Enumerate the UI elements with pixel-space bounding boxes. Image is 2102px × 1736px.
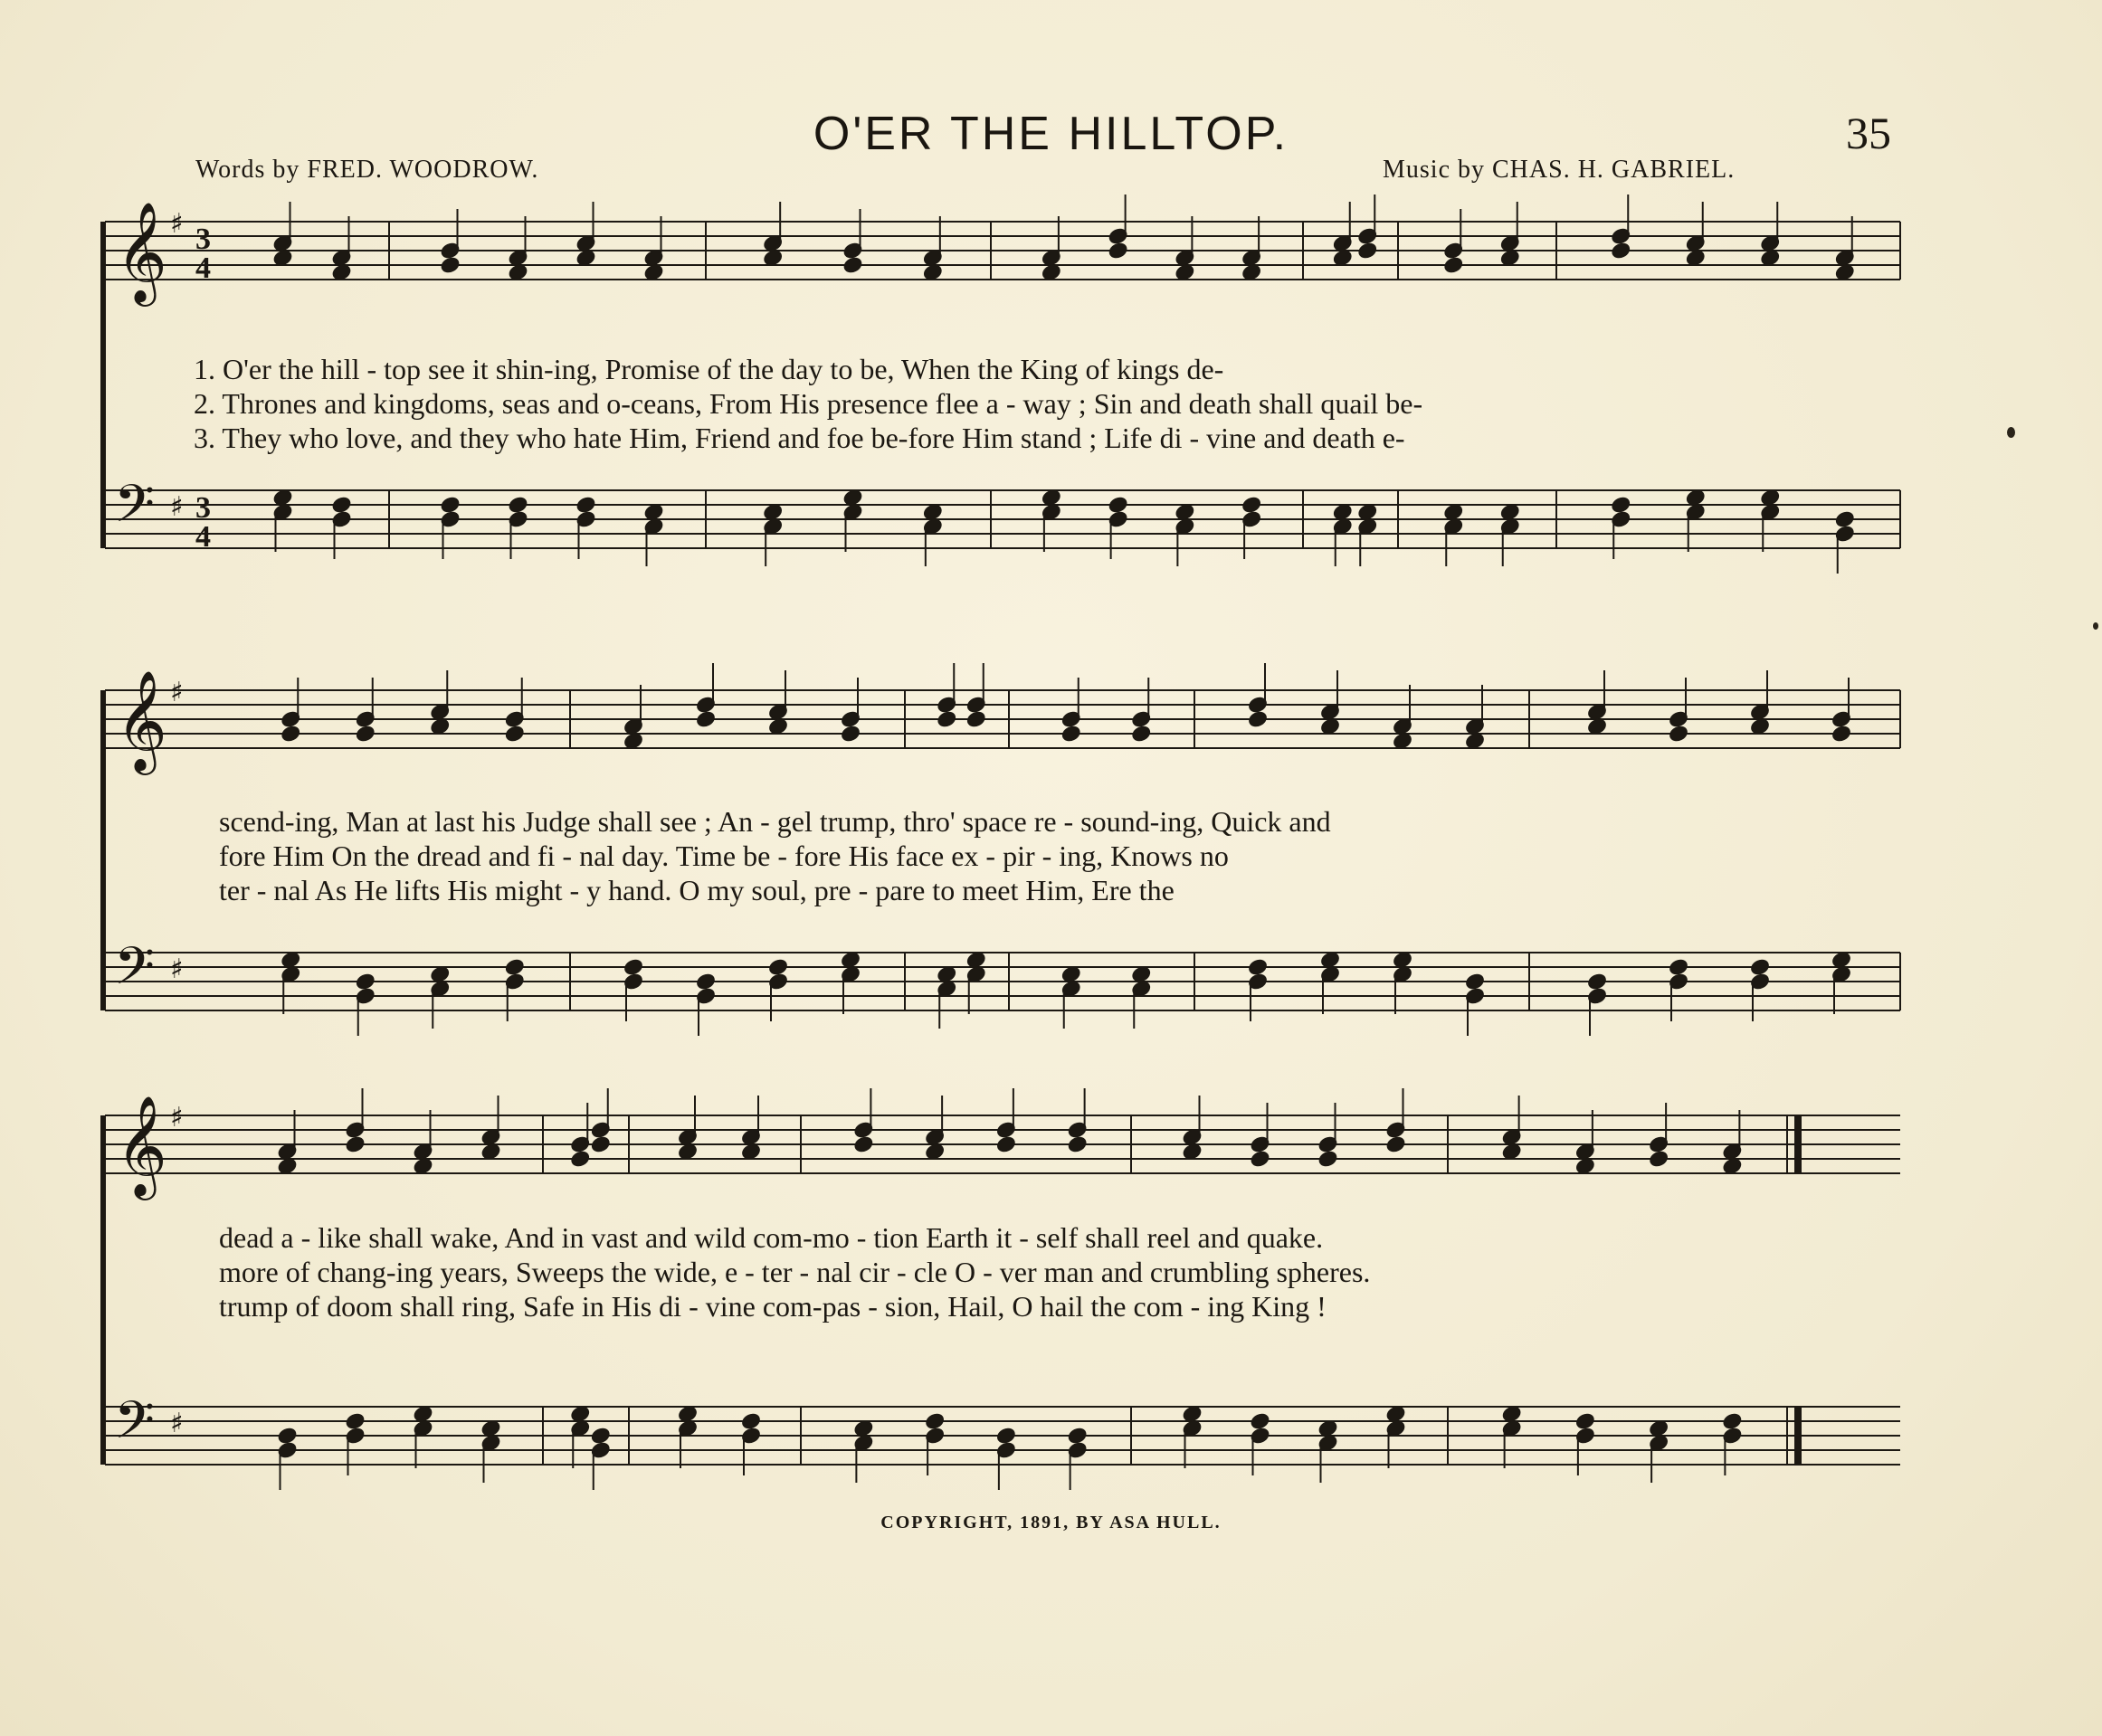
notehead <box>273 249 293 266</box>
notehead <box>741 1412 761 1429</box>
notehead <box>1587 717 1607 735</box>
bass-clef-icon: 𝄢 <box>114 1390 156 1464</box>
notehead <box>414 1405 433 1422</box>
notehead <box>1251 1412 1270 1429</box>
notehead <box>843 489 863 506</box>
notehead <box>1760 489 1780 506</box>
notehead <box>1248 710 1268 727</box>
notehead <box>430 965 450 982</box>
notehead <box>1061 965 1081 982</box>
notehead <box>1835 510 1855 527</box>
notehead <box>414 1157 433 1174</box>
notehead <box>1041 489 1061 506</box>
notehead <box>1575 1157 1595 1174</box>
notehead <box>1722 1412 1742 1429</box>
lyric-verse-3: trump of doom shall ring, Safe in His di - vine com-pas - sion, Hail, O hail the com - ing King ! <box>219 1290 1327 1323</box>
final-bar-line <box>1794 1115 1802 1173</box>
notehead <box>1443 503 1463 520</box>
notehead <box>1333 249 1353 266</box>
notehead <box>570 1405 590 1422</box>
lyric-verse-3: ter - nal As He lifts His might - y hand. O my soul, pre - pare to meet Him, Ere the <box>219 874 1175 906</box>
notehead <box>937 965 956 982</box>
notehead <box>1502 1143 1522 1160</box>
notehead <box>1587 972 1607 990</box>
treble-clef-icon: 𝄞 <box>116 669 167 771</box>
treble-clef-icon: 𝄞 <box>116 201 167 302</box>
page-number: 35 <box>1846 108 1891 158</box>
paper-speck <box>2093 622 2098 630</box>
notehead <box>1318 1419 1338 1437</box>
lyric-verse-2: more of chang-ing years, Sweeps the wide, e - ter - nal cir - cle O - ver man and crumbling spheres. <box>219 1256 1371 1288</box>
notehead <box>509 263 528 280</box>
notehead <box>623 732 643 749</box>
notehead <box>1393 732 1412 749</box>
notehead <box>1611 496 1631 513</box>
notehead <box>346 1412 366 1429</box>
lyric-verse-1: scend-ing, Man at last his Judge shall see ; An - gel trump, thro' space re - sound-ing, Quick and <box>219 805 1331 838</box>
notehead <box>853 1419 873 1437</box>
notehead <box>696 972 716 990</box>
sharp-icon: ♯ <box>170 1102 184 1134</box>
notehead <box>1175 503 1194 520</box>
notehead <box>441 256 461 273</box>
sharp-icon: ♯ <box>170 677 184 708</box>
notehead <box>768 717 788 735</box>
notehead <box>1500 503 1520 520</box>
notehead <box>505 958 525 975</box>
sharp-icon: ♯ <box>170 953 184 985</box>
notehead <box>1831 951 1851 968</box>
notehead <box>1669 725 1688 742</box>
notehead <box>273 489 293 506</box>
notehead <box>841 951 861 968</box>
notehead <box>576 496 596 513</box>
notehead <box>430 717 450 735</box>
notehead <box>1068 1135 1088 1153</box>
notehead <box>591 1135 611 1153</box>
notehead <box>1357 503 1377 520</box>
sharp-icon: ♯ <box>170 491 184 523</box>
time-signature-top: 3 <box>195 491 211 525</box>
paper-speck <box>2007 427 2015 438</box>
notehead <box>481 1143 501 1160</box>
treble-clef-icon: 𝄞 <box>116 1095 167 1196</box>
time-signature-bottom: 4 <box>195 251 211 285</box>
notehead <box>678 1143 698 1160</box>
notehead <box>1831 725 1851 742</box>
bass-clef-icon: 𝄢 <box>114 935 156 1010</box>
notehead <box>1248 958 1268 975</box>
words-credit: Words by FRED. WOODROW. <box>195 156 539 184</box>
notehead <box>1500 249 1520 266</box>
notehead <box>1108 242 1128 259</box>
notehead <box>481 1419 501 1437</box>
notehead <box>1108 496 1128 513</box>
notehead <box>332 496 352 513</box>
notehead <box>1251 1150 1270 1167</box>
page-title: O'ER THE HILLTOP. <box>813 108 1289 160</box>
lyric-verse-1: dead a - like shall wake, And in vast and wild com-mo - tion Earth it - self shall reel and quake. <box>219 1221 1324 1254</box>
notehead <box>741 1143 761 1160</box>
notehead <box>1320 717 1340 735</box>
notehead <box>923 263 943 280</box>
notehead <box>1686 489 1706 506</box>
notehead <box>1465 732 1485 749</box>
notehead <box>570 1150 590 1167</box>
notehead <box>278 1427 298 1444</box>
notehead <box>696 710 716 727</box>
notehead <box>356 972 376 990</box>
notehead <box>346 1135 366 1153</box>
notehead <box>1750 717 1770 735</box>
lyric-verse-2: fore Him On the dread and fi - nal day. Time be - fore His face ex - pir - ing, Knows no <box>219 840 1229 872</box>
notehead <box>1760 249 1780 266</box>
notehead <box>505 725 525 742</box>
notehead <box>937 710 956 727</box>
notehead <box>1183 1405 1203 1422</box>
notehead <box>576 249 596 266</box>
notehead <box>1750 958 1770 975</box>
notehead <box>996 1427 1016 1444</box>
notehead <box>763 503 783 520</box>
notehead <box>1502 1405 1522 1422</box>
notehead <box>1357 242 1377 259</box>
notehead <box>841 725 861 742</box>
notehead <box>996 1135 1016 1153</box>
music-system-3 <box>90 1095 1936 1493</box>
notehead <box>1686 249 1706 266</box>
notehead <box>1333 503 1353 520</box>
notehead <box>509 496 528 513</box>
notehead <box>1183 1143 1203 1160</box>
notehead <box>1835 263 1855 280</box>
sharp-icon: ♯ <box>170 208 184 240</box>
notehead <box>1443 256 1463 273</box>
notehead <box>1131 965 1151 982</box>
notehead <box>332 263 352 280</box>
notehead <box>1241 263 1261 280</box>
final-bar-line <box>1794 1407 1802 1465</box>
notehead <box>1131 725 1151 742</box>
notehead <box>763 249 783 266</box>
notehead <box>1611 242 1631 259</box>
notehead <box>1386 1405 1406 1422</box>
lyric-verse-2: 2. Thrones and kingdoms, seas and o-ceans, From His presence flee a - way ; Sin and death shall quail be- <box>194 387 1423 420</box>
notehead <box>923 503 943 520</box>
notehead <box>278 1157 298 1174</box>
notehead <box>1649 1419 1669 1437</box>
notehead <box>1241 496 1261 513</box>
notehead <box>1465 972 1485 990</box>
notehead <box>1386 1135 1406 1153</box>
bass-clef-icon: 𝄢 <box>114 473 156 547</box>
sharp-icon: ♯ <box>170 1408 184 1439</box>
notehead <box>591 1427 611 1444</box>
lyric-verse-1: 1. O'er the hill - top see it shin-ing, Promise of the day to be, When the King of kings de- <box>194 353 1224 385</box>
notehead <box>1722 1157 1742 1174</box>
notehead <box>1318 1150 1338 1167</box>
time-signature-bottom: 4 <box>195 520 211 554</box>
notehead <box>1041 263 1061 280</box>
notehead <box>843 256 863 273</box>
notehead <box>644 263 664 280</box>
notehead <box>1068 1427 1088 1444</box>
notehead <box>853 1135 873 1153</box>
notehead <box>1649 1150 1669 1167</box>
notehead <box>1175 263 1194 280</box>
music-credit: Music by CHAS. H. GABRIEL. <box>1383 156 1736 184</box>
notehead <box>966 710 986 727</box>
notehead <box>768 958 788 975</box>
notehead <box>1669 958 1688 975</box>
notehead <box>1061 725 1081 742</box>
notehead <box>441 496 461 513</box>
notehead <box>966 951 986 968</box>
time-signature-top: 3 <box>195 223 211 256</box>
notehead <box>1320 951 1340 968</box>
notehead <box>356 725 376 742</box>
copyright-notice: COPYRIGHT, 1891, BY ASA HULL. <box>880 1513 1222 1532</box>
notehead <box>1393 951 1412 968</box>
music-system-1 <box>90 199 1936 597</box>
notehead <box>925 1412 945 1429</box>
notehead <box>623 958 643 975</box>
notehead <box>281 951 300 968</box>
notehead <box>1575 1412 1595 1429</box>
notehead <box>925 1143 945 1160</box>
notehead <box>644 503 664 520</box>
lyric-verse-3: 3. They who love, and they who hate Him, Friend and foe be-fore Him stand ; Life di - vine and death e- <box>194 422 1405 454</box>
music-system-2 <box>90 669 1936 1049</box>
notehead <box>678 1405 698 1422</box>
notehead <box>281 725 300 742</box>
